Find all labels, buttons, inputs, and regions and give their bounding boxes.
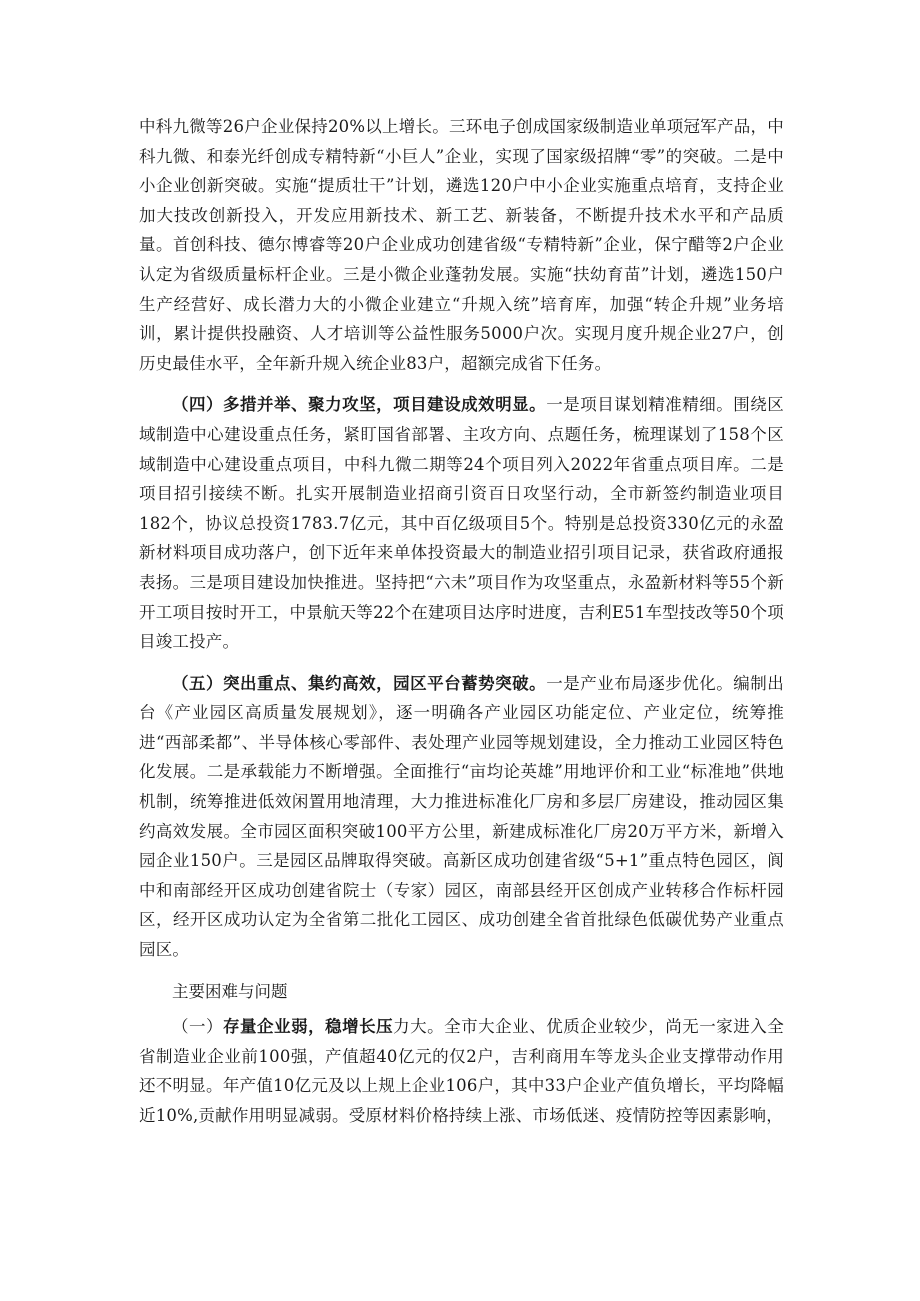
paragraph-body: 一是产业布局逐步优化。编制出台《产业园区高质量发展规划》，逐一明确各产业园区功能定位、产业定位，统筹推进“西部柔都”、半导体核心零部件、表处理产业园等规划建设，全力推动工业园区特色化发展。二是承载能力不断增强。全面推行“亩均论英雄”用地评价和工业“标准地”供地机制，统筹推进低效闲置用地清理，大力推进标准化厂房和多层厂房建设，推动园区集约高效发展。全市园区面积突破100平方公里，新建成标准化厂房20万平方米，新增入园企业150户。三是园区品牌取得突破。高新区成功创建省级“5+1”重点特色园区，阆中和南部经开区成功创建省院士（专家）园区，南部县经开区创成产业转移合作标杆园区，经开区成功认定为全省第二批化工园区、成功创建全省首批绿色低碳优势产业重点园区。 <box>139 673 784 960</box>
paragraph-enterprise-growth: 中科九微等26户企业保持20%以上增长。三环电子创成国家级制造业单项冠军产品，中科九微、和泰光纤创成专精特新“小巨人”企业，实现了国家级招牌“零”的突破。二是中小企业创新突破。实施“提质壮干”计划，遴选120户中小企业实施重点培育，支持企业加大技改创新投入，开发应用新技术、新工艺、新装备，不断提升技术水平和产品质量。首创科技、德尔博睿等20户企业成功创建省级“专精特新”企业，保宁醋等2户企业认定为省级质量标杆企业。三是小微企业蓬勃发展。实施“扶幼育苗”计划，遴选150户生产经营好、成长潜力大的小微企业建立“升规入统”培育库，加强“转企升规”业务培训，累计提供投融资、人才培训等公益性服务5000户次。实现月度升规企业27户，创历史最佳水平，全年新升规入统企业83户，超额完成省下任务。 <box>139 117 784 373</box>
paragraph-heading: （五）突出重点、集约高效，园区平台蓄势突破。 <box>172 673 547 693</box>
section-heading-difficulties: 主要困难与问题 <box>172 981 288 1001</box>
paragraph-heading: 存量企业弱，稳增长压 <box>223 1017 394 1037</box>
paragraph-park-platform <box>139 669 784 965</box>
paragraph-prefix: （一） <box>172 1017 224 1037</box>
paragraph-weak-enterprises <box>139 1012 784 1130</box>
paragraph-body: 力大。全市大企业、优质企业较少，尚无一家进入全省制造业企业前100强，产值超40亿元的仅2户，吉利商用车等龙头企业支撑带动作用还不明显。年产值10亿元及以上规上企业106户，其中33户企业产值负增长，平均降幅近10%,贡献作用明显减弱。受原材料价格持续上涨、市场低迷、疫情防控等因素影响， <box>139 1017 785 1125</box>
paragraph-project-construction <box>139 390 784 656</box>
paragraph-body: 一是项目谋划精准精细。围绕区域制造中心建设重点任务，紧盯国省部署、主攻方向、点题任务，梳理谋划了158个区域制造中心建设重点项目，中科九微二期等24个项目列入2022年省重点项目库。二是项目招引接续不断。扎实开展制造业招商引资百日攻坚行动，全市新签约制造业项目182个，协议总投资1783.7亿元，其中百亿级项目5个。特别是总投资330亿元的永盈新材料项目成功落户，创下近年来单体投资最大的制造业招引项目记录，获省政府通报表扬。三是项目建设加快推进。坚持把“六未”项目作为攻坚重点，永盈新材料等55个新开工项目按时开工，中景航天等22个在建项目达序时进度，吉利E51车型技改等50个项目竣工投产。 <box>139 395 784 652</box>
paragraph-heading: （四）多措并举、聚力攻坚，项目建设成效明显。 <box>172 395 547 415</box>
document-page <box>139 112 784 1131</box>
